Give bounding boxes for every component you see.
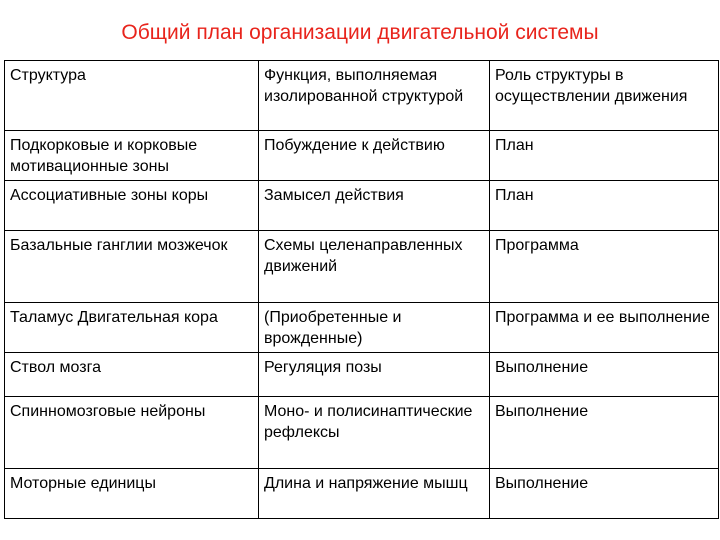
motor-system-table xyxy=(4,60,719,519)
role-cell: Выполнение xyxy=(490,353,719,397)
role-cell: Программа xyxy=(490,231,719,303)
role-cell: Выполнение xyxy=(490,397,719,469)
table-row xyxy=(5,353,719,397)
function-cell: Замысел действия xyxy=(259,181,490,231)
table-header-row xyxy=(5,61,719,131)
function-cell: Длина и напряжение мышц xyxy=(259,469,490,519)
role-cell: Выполнение xyxy=(490,469,719,519)
structure-cell: Спинномозговые нейроны xyxy=(5,397,259,469)
header-cell-structure: Структура xyxy=(5,61,259,131)
header-cell-function: Функция, выполняемая изолированной структурой xyxy=(259,61,490,131)
table-row xyxy=(5,181,719,231)
function-cell: Схемы целенаправленных движений xyxy=(259,231,490,303)
role-cell: Программа и ее выполнение xyxy=(490,303,719,353)
function-cell: Моно- и полисинаптические рефлексы xyxy=(259,397,490,469)
function-cell: Регуляция позы xyxy=(259,353,490,397)
page-title: Общий план организации двигательной системы xyxy=(121,21,599,44)
table-row xyxy=(5,303,719,353)
function-cell: (Приобретенные и врожденные) xyxy=(259,303,490,353)
structure-cell: Моторные единицы xyxy=(5,469,259,519)
structure-cell: Подкорковые и корковые мотивационные зоны xyxy=(5,131,259,181)
structure-cell: Таламус Двигательная кора xyxy=(5,303,259,353)
header-cell-role: Роль структуры в осуществлении движения xyxy=(490,61,719,131)
table-row xyxy=(5,469,719,519)
structure-cell: Базальные ганглии мозжечок xyxy=(5,231,259,303)
table-row xyxy=(5,131,719,181)
structure-cell: Ассоциативные зоны коры xyxy=(5,181,259,231)
role-cell: План xyxy=(490,131,719,181)
table-row xyxy=(5,231,719,303)
structure-cell: Ствол мозга xyxy=(5,353,259,397)
role-cell: План xyxy=(490,181,719,231)
table-row xyxy=(5,397,719,469)
function-cell: Побуждение к действию xyxy=(259,131,490,181)
